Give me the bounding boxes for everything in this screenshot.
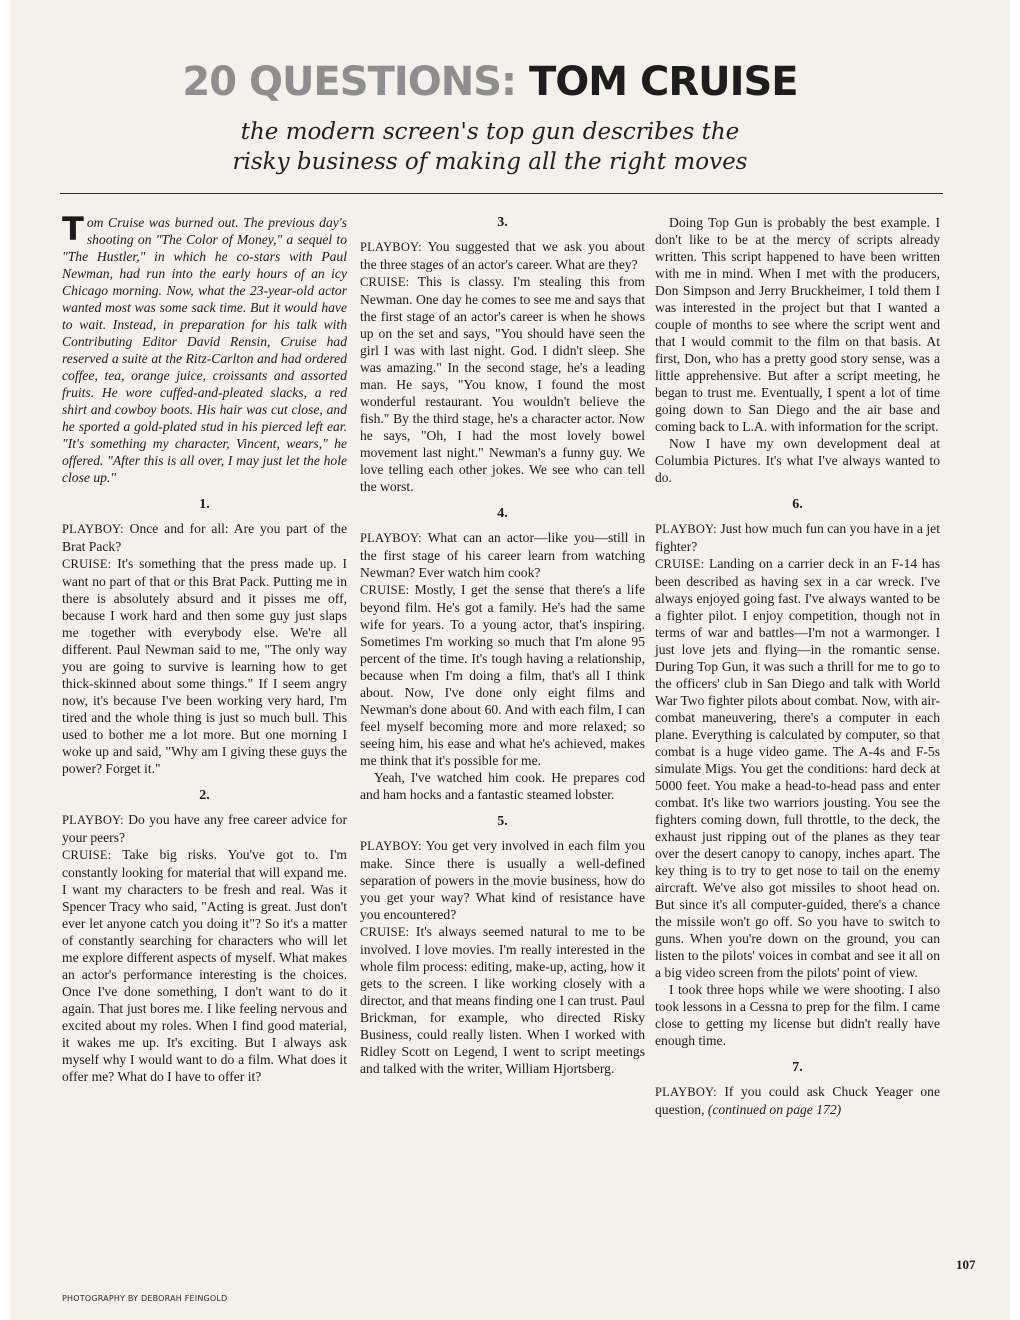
q5-followup-2: Now I have my own development deal at Columbia Pictures. It's what I've always wanted to do. [655,436,940,485]
q4-answer [360,581,645,769]
q1-question [62,520,347,555]
subtitle-line-1: the modern screen's top gun describes the [240,119,740,145]
q6-question-text: Just how much fun can you have in a jet fighter? [655,521,940,554]
question-number-1: 1. [199,497,210,512]
article-title [10,56,970,108]
q6-question [655,520,940,555]
q3-question-text: You suggested that we ask you about the three stages of an actor's career. What are they? [360,239,645,272]
speaker-playboy: PLAYBOY: [360,240,422,254]
speaker-cruise: CRUISE: [62,848,112,862]
question-number-5: 5. [497,814,508,829]
q3-question [360,238,645,273]
q5-question-text: You get very involved in each film you make. Since there is usually a well-defined separation of powers in the movie business, how do you get your way? What kind of resistance have you encountered? [360,838,645,922]
column-1 [62,210,347,1085]
question-number-2: 2. [199,788,210,803]
q5-question [360,837,645,923]
subtitle-line-2: risky business of making all the right moves [232,149,748,175]
speaker-playboy: PLAYBOY: [360,839,422,853]
speaker-cruise: CRUISE: [360,275,410,289]
drop-cap: T [62,210,84,248]
q7-question-text: If you could ask Chuck Yeager one question, [655,1084,940,1117]
question-number-7: 7. [792,1060,803,1075]
speaker-cruise: CRUISE: [62,557,112,571]
speaker-playboy: PLAYBOY: [62,813,124,827]
q5-answer [360,923,645,1077]
q7-question [655,1083,940,1118]
article-subtitle [10,117,970,177]
q6-answer-text: Landing on a carrier deck in an F-14 has been described as having sex in a car wreck. I've always enjoyed going fast. I've always wanted to be a fighter pilot. I enjoy competition, though not in terms of war and battles—I'm not a warmonger. I just love jets and flying—in the romantic sense. During Top Gun, it was such a thrill for me to go to the officers' club in San Diego and talk with World War Two fighter pilots about combat. Now, with air-combat maneuvering, there's a computer in each plane. Everything is calculated by computer, so that combat is a huge video game. The A-4s and F-5s simulate Migs. You get the conditions: hard deck at 5000 feet. You make a head-to-head pass and enter combat. It's like two warriors jousting. You see the fighters coming down, full throttle, to the deck, the exhaust just ripping out of the planes as they tear over the desert canopy to canopy, inches apart. The key thing is to try to get nose to tail on the enemy aircraft. We've also got missiles to shoot head on. But since it's all computer-guided, there's a chance the missile won't go off. So you have to switch to guns. When you're down on the ground, you can listen to the pilots' voices in combat and see it all on a big video screen from the pilots' point of view. [655,556,940,980]
q2-question-text: Do you have any free career advice for your peers? [62,812,347,845]
speaker-cruise: CRUISE: [360,583,410,597]
q1-question-text: Once and for all: Are you part of the Brat Pack? [62,521,347,554]
speaker-cruise: CRUISE: [360,925,410,939]
q2-question [62,811,347,846]
photo-credit: PHOTOGRAPHY BY DEBORAH FEINGOLD [62,1294,228,1303]
q3-answer [360,273,645,495]
q3-answer-text: This is classy. I'm stealing this from Newman. One day he comes to see me and says that the first stage of an actor's career is when he shows up on the set and says, "You should have seen the girl I was with last night. God. I didn't sleep. She was amazing." In the second stage, he's a leading man. He says, "You know, I found the most wonderful restaurant. You wouldn't believe the fish." By the third stage, he's a character actor. Now he says, "Oh, I had the most lovely bowel movement last night." Newman's a funny guy. We love telling each other jokes. We see who can tell the worst. [360,274,645,494]
magazine-page [10,0,1010,1320]
question-number-6: 6. [792,497,803,512]
page-number: 107 [956,1257,976,1272]
q6-followup: I took three hops while we were shooting. I also took lessons in a Cessna to prep for the film. I came close to getting my license but didn't really have enough time. [655,982,940,1048]
speaker-playboy: PLAYBOY: [655,1085,717,1099]
q5-answer-text: It's always seemed natural to me to be involved. I love movies. I'm really interested in the whole film process: editing, make-up, acting, how it gets to the screen. I like working closely with a director, and that means finding one I can trust. Paul Brickman, for example, who directed Risky Business, could really listen. When I worked with Ridley Scott on Legend, I went to script meetings and talked with the writer, William Hjortsberg. [360,924,645,1076]
q4-question [360,529,645,581]
q6-answer [655,555,940,981]
intro-paragraph [62,210,347,486]
title-name: TOM CRUISE [528,59,798,105]
column-3 [655,214,940,1118]
question-number-4: 4. [497,506,508,521]
title-rule [60,193,943,194]
q1-answer [62,555,347,777]
q4-question-text: What can an actor—like you—still in the first stage of his career learn from watching Newman? Ever watch him cook? [360,530,645,580]
intro-text: om Cruise was burned out. The previous day's shooting on "The Color of Money," a sequel to "The Hustler," in which he co-stars with Paul Newman, had run into the early hours of an icy Chicago morning. Now, what the 23-year-old actor wanted most was some sack time. But it would have to wait. Instead, in preparation for his talk with Contributing Editor David Rensin, Cruise had reserved a suite at the Ritz-Carlton and had ordered coffee, tea, orange juice, croissants and assorted fruits. He wore cuffed-and-pleated slacks, a red shirt and cowboy boots. His hair was cut close, and he sported a gold-plated stud in his pierced left ear. "It's something my character, Vincent, wears," he offered. "After this is all over, I may just let the hole close up." [62,215,347,485]
q4-answer-text: Mostly, I get the sense that there's a life beyond film. He's got a family. He's had the same wife for years. To a young actor, that's inspiring. Sometimes I'm working so much that I'm alone 95 percent of the time. It's tough having a relationship, because when I'm doing a film, that's all I think about. Now, I've done only eight films and Newman's done about 60. And with each film, I can feel myself becoming more and more relaxed; so seeing him, his ease and what he's achieved, makes me think that it's possible for me. [360,582,645,768]
title-prefix: 20 QUESTIONS: [182,59,529,105]
q5-followup: Doing Top Gun is probably the best example. I don't like to be at the mercy of scripts already written. This script happened to have been written with me in mind. When I met with the producers, Don Simpson and Jerry Bruckheimer, I told them I was interested in the project but that I wanted a couple of months to see where the script went and that I would commit to the film on that basis. At first, Don, who has a pretty good story sense, was a little apprehensive. But after a script meeting, he began to trust me. Eventually, I spent a lot of time going down to San Diego and the air base and coming back to L.A. with information for the script. [655,215,940,434]
speaker-playboy: PLAYBOY: [360,531,422,545]
speaker-playboy: PLAYBOY: [655,522,717,536]
column-2 [360,214,645,1077]
q2-answer [62,846,347,1085]
speaker-cruise: CRUISE: [655,557,705,571]
question-number-3: 3. [497,215,508,230]
q1-answer-text: It's something that the press made up. I want no part of that or this Brat Pack. Putting me in there is absolutely absurd and it pisses me off, because I work hard and then some guy just slaps me together with everybody else. We're all different. Paul Newman said to me, "The only way you are going to survive is learning how to get thick-skinned about some things." If I seem angry now, it's because I've been working very hard, I'm tired and the whole thing is just so much bull. This used to bother me a lot more. But one morning I woke up and said, "Why am I giving these guys the power? Forget it." [62,556,347,776]
q2-answer-text: Take big risks. You've got to. I'm constantly looking for material that will expand me. I want my characters to be fresh and real. Was it Spencer Tracy who said, "Acting is great. Just don't ever let anyone catch you doing it"? So it's a matter of constantly searching for characters who will let me explore different aspects of myself. What makes an actor's performance interesting is the choices. Once I've done something, I don't want to do it again. That just bores me. I like feeling nervous and excited about my roles. When I find good material, it wakes me up. It's exciting. But I always ask myself why I would want to do a film. What does it offer me? What do I have to offer it? [62,847,347,1084]
q4-followup: Yeah, I've watched him cook. He prepares cod and ham hocks and a fantastic steamed lobster. [360,770,645,802]
continued-note: (continued on page 172) [707,1102,842,1117]
speaker-playboy: PLAYBOY: [62,522,124,536]
